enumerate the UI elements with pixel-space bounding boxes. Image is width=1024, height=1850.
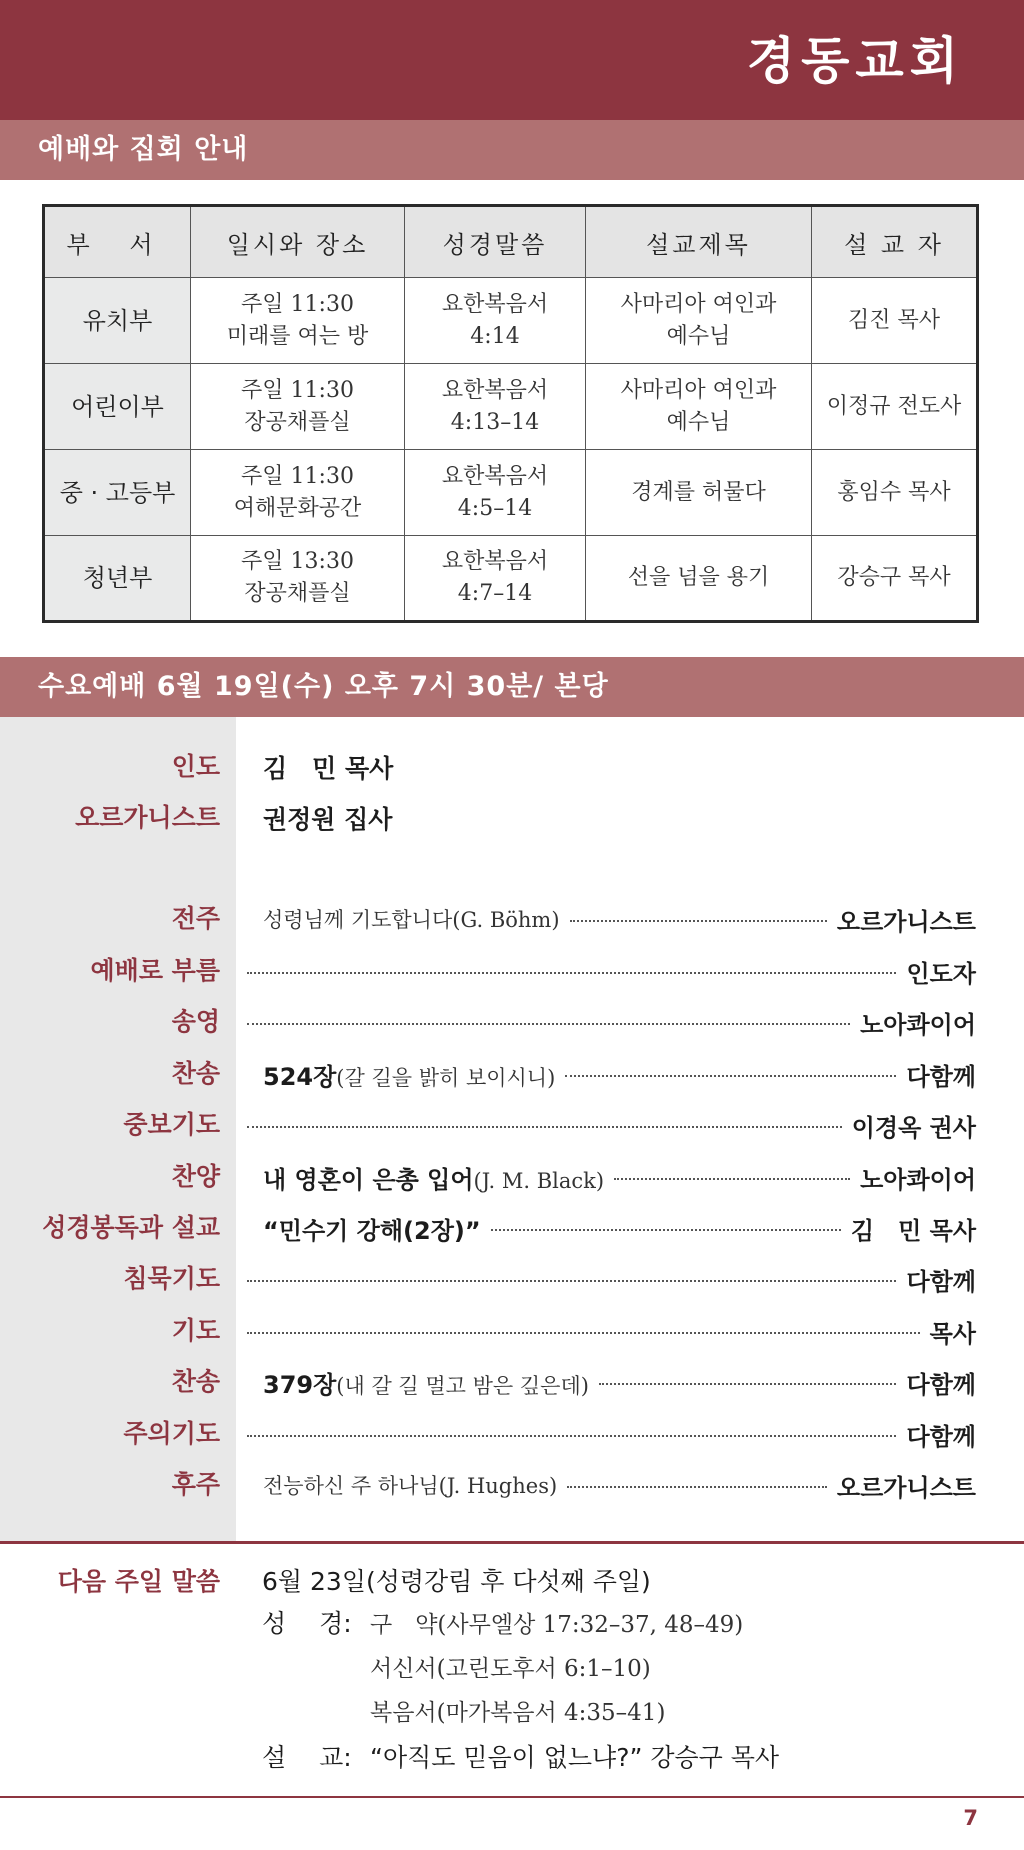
time-text: 주일 11:30 — [241, 291, 354, 317]
order-row-anthem — [0, 1157, 1024, 1197]
preacher-cell: 김진 목사 — [812, 278, 978, 364]
time-place-cell — [191, 536, 405, 622]
bible-cell — [405, 364, 586, 450]
leader-dots — [599, 1383, 897, 1385]
leader-dots — [491, 1229, 841, 1231]
table-row — [44, 536, 978, 622]
bible-book: 요한복음서 — [441, 463, 549, 489]
order-label: 기도 — [171, 1316, 220, 1345]
order-label: 중보기도 — [123, 1110, 220, 1139]
page-number: 7 — [963, 1806, 978, 1830]
bible-verse: 4:5–14 — [457, 495, 533, 521]
leader-dots — [247, 1280, 896, 1282]
place-text: 장공채플실 — [244, 409, 351, 435]
order-piece: 전능하신 주 하나님(J. Hughes) — [263, 1474, 558, 1498]
sermon-title-cell — [586, 536, 812, 622]
order-performer: 이경옥 권사 — [851, 1113, 976, 1142]
bible-verse: 4:7–14 — [457, 581, 533, 606]
leader-dots — [247, 1126, 842, 1128]
bible-book: 요한복음서 — [441, 549, 549, 574]
bible-book: 요한복음서 — [441, 377, 549, 403]
order-performer: 다함께 — [906, 1062, 976, 1091]
next-sermon-title: “아직도 믿음이 없느냐?” 강승구 목사 — [370, 1743, 780, 1772]
hymn-number: 379장 — [263, 1370, 337, 1399]
bible-verse: 4:14 — [470, 323, 520, 349]
sermon-title-line1: 사마리아 여인과 — [620, 377, 777, 403]
leader-dots — [565, 1075, 896, 1077]
scripture-old-testament: 구 약(사무엘상 17:32–37, 48–49) — [370, 1612, 744, 1638]
scripture-epistle: 서신서(고린도후서 6:1–10) — [370, 1656, 651, 1682]
order-performer: 노아콰이어 — [860, 1165, 976, 1194]
order-performer: 노아콰이어 — [860, 1010, 976, 1039]
dept-cell: 중 · 고등부 — [44, 450, 191, 536]
section-divider — [0, 1541, 1024, 1544]
organist-row — [0, 798, 1024, 838]
order-piece: 성령님께 기도합니다(G. Böhm) — [263, 908, 560, 932]
footer-divider — [0, 1796, 1024, 1798]
leader-dots — [570, 920, 827, 922]
top-banner — [0, 0, 1024, 120]
order-label: 찬송 — [171, 1059, 220, 1088]
sermon-title-line2: 예수님 — [666, 409, 731, 435]
sermon-title-line1: 사마리아 여인과 — [620, 291, 777, 317]
hymn-title: (갈 길을 밝히 보이시니) — [336, 1065, 556, 1090]
table-row — [44, 364, 978, 450]
place-text: 미래를 여는 방 — [226, 323, 369, 349]
sermon-title-line2: 예수님 — [666, 323, 731, 349]
place-text: 여해문화공간 — [233, 495, 362, 521]
order-performer: 김 민 목사 — [850, 1216, 976, 1245]
preacher-cell: 이정규 전도사 — [812, 364, 978, 450]
next-week-label: 다음 주일 말씀 — [57, 1567, 220, 1596]
leader-name: 김 민 목사 — [263, 754, 394, 783]
bible-cell — [405, 278, 586, 364]
section-title-wednesday-service: 수요예배 6월 19일(수) 오후 7시 30분/ 본당 — [0, 657, 1024, 717]
time-place-cell — [191, 278, 405, 364]
order-performer: 오르가니스트 — [836, 1473, 976, 1502]
order-row-postlude — [0, 1465, 1024, 1505]
time-text: 주일 11:30 — [241, 463, 354, 489]
order-row-sermon — [0, 1208, 1024, 1248]
anthem-composer: (J. M. Black) — [473, 1168, 605, 1193]
hymn-title: (내 갈 길 멀고 밤은 깊은데) — [336, 1373, 589, 1398]
order-performer: 인도자 — [906, 959, 976, 988]
order-row-prelude — [0, 899, 1024, 939]
time-place-cell — [191, 450, 405, 536]
scripture-gospel-line — [370, 1692, 665, 1733]
order-label: 전주 — [171, 904, 220, 933]
section-title-schedule: 예배와 집회 안내 — [0, 120, 1024, 180]
order-performer: 다함께 — [906, 1422, 976, 1451]
sermon-title: “민수기 강해(2장)” — [263, 1216, 481, 1245]
bible-verse: 4:13–14 — [450, 409, 540, 435]
order-performer: 다함께 — [906, 1370, 976, 1399]
preacher-cell: 홍임수 목사 — [812, 450, 978, 536]
column-header-sermon-title: 설교제목 — [586, 206, 812, 278]
next-week-date: 6월 23일(성령강림 후 다섯째 주일) — [262, 1567, 651, 1596]
order-label: 주의기도 — [123, 1419, 220, 1448]
leader-dots — [614, 1178, 850, 1180]
order-row-silent-prayer — [0, 1259, 1024, 1299]
organist-name: 권정원 집사 — [263, 805, 393, 834]
next-week-scripture — [262, 1604, 743, 1645]
time-text: 주일 11:30 — [241, 377, 354, 403]
order-row-hymn-2 — [0, 1362, 1024, 1402]
dept-cell: 청년부 — [44, 536, 191, 622]
column-header-bible: 성경말씀 — [405, 206, 586, 278]
order-row-doxology — [0, 1002, 1024, 1042]
table-header-row — [44, 206, 978, 278]
order-row-lords-prayer — [0, 1414, 1024, 1454]
scripture-key: 성 경: — [262, 1609, 352, 1638]
leader-dots — [247, 1332, 920, 1334]
order-label: 성경봉독과 설교 — [42, 1213, 220, 1242]
place-text: 장공채플실 — [244, 581, 351, 606]
sermon-title-line1: 경계를 허물다 — [631, 479, 766, 505]
order-performer: 목사 — [929, 1319, 976, 1348]
bible-cell — [405, 536, 586, 622]
order-label: 송영 — [171, 1007, 220, 1036]
order-label: 예배로 부름 — [90, 956, 220, 985]
schedule-table — [42, 204, 979, 623]
sermon-key: 설 교: — [262, 1743, 352, 1772]
time-text: 주일 13:30 — [241, 549, 354, 574]
anthem-title: 내 영혼이 은총 입어 — [263, 1165, 474, 1194]
leader-dots — [567, 1486, 827, 1488]
table-row — [44, 278, 978, 364]
leader-dots — [247, 972, 896, 974]
order-label: 후주 — [171, 1470, 220, 1499]
church-logo: 경동교회 — [746, 31, 964, 90]
order-row-call-to-worship — [0, 951, 1024, 991]
order-row-prayer — [0, 1311, 1024, 1351]
order-label: 침묵기도 — [123, 1264, 220, 1293]
order-label: 찬송 — [171, 1367, 220, 1396]
bible-book: 요한복음서 — [441, 291, 549, 317]
order-row-intercession — [0, 1105, 1024, 1145]
hymn-number: 524장 — [263, 1062, 337, 1091]
sermon-title-cell — [586, 364, 812, 450]
organist-label: 오르가니스트 — [75, 803, 220, 832]
order-row-hymn — [0, 1054, 1024, 1094]
table-row — [44, 450, 978, 536]
column-header-preacher: 설 교 자 — [812, 206, 978, 278]
dept-cell: 유치부 — [44, 278, 191, 364]
sermon-title-line1: 선을 넘을 용기 — [627, 565, 770, 590]
leader-dots — [247, 1023, 850, 1025]
leader-label: 인도 — [171, 752, 220, 781]
sermon-title-cell — [586, 278, 812, 364]
order-performer: 오르가니스트 — [836, 907, 976, 936]
leader-row — [0, 747, 1024, 787]
order-label: 찬양 — [171, 1162, 220, 1191]
time-place-cell — [191, 364, 405, 450]
scripture-gospel: 복음서(마가복음서 4:35–41) — [370, 1700, 666, 1726]
dept-cell: 어린이부 — [44, 364, 191, 450]
bible-cell — [405, 450, 586, 536]
scripture-epistle-line — [370, 1648, 651, 1689]
order-performer: 다함께 — [906, 1267, 976, 1296]
next-week-sermon — [262, 1738, 779, 1778]
column-header-dept: 부 서 — [44, 206, 191, 278]
leader-dots — [247, 1435, 896, 1437]
column-header-time-place: 일시와 장소 — [191, 206, 405, 278]
preacher-cell: 강승구 목사 — [812, 536, 978, 622]
sermon-title-cell — [586, 450, 812, 536]
